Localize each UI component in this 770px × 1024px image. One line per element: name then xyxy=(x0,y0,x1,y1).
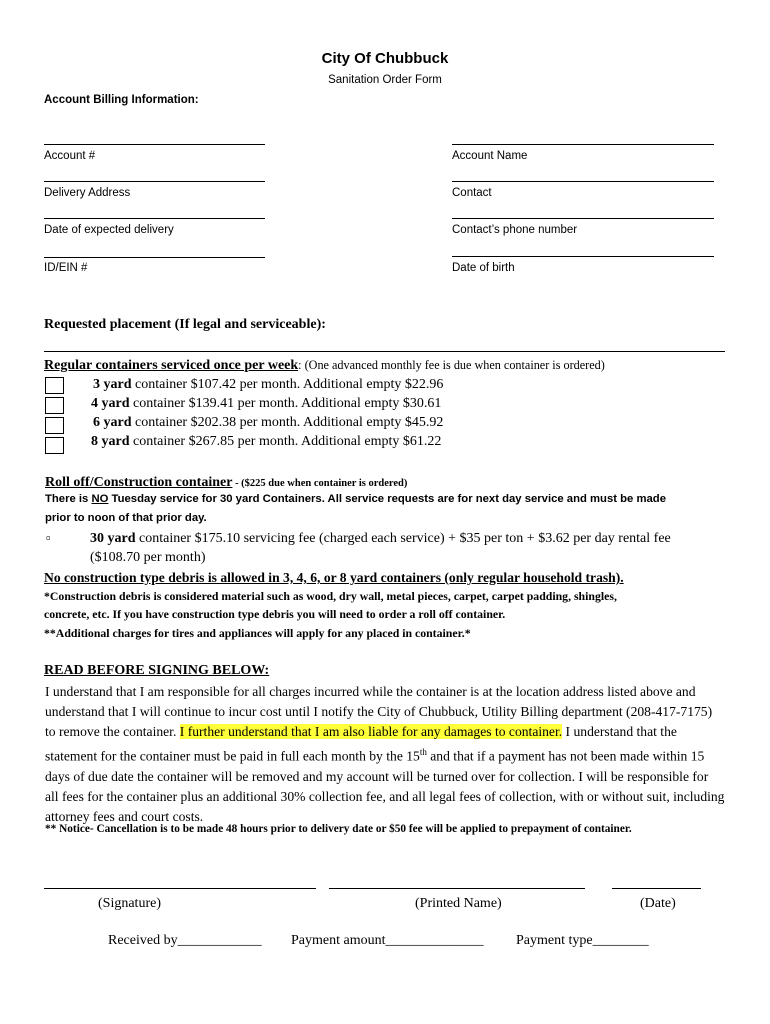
printed-name-line[interactable] xyxy=(329,888,585,889)
agreement-highlight: I further understand that I am also liable for any damages to container. xyxy=(179,724,563,739)
delivery-date-label: Date of expected delivery xyxy=(44,224,174,236)
delivery-date-line[interactable] xyxy=(44,218,265,219)
delivery-address-label: Delivery Address xyxy=(44,187,131,199)
delivery-address-line[interactable] xyxy=(44,181,265,182)
checkbox-4-yard[interactable] xyxy=(45,397,64,414)
contact-label: Contact xyxy=(452,187,492,199)
payment-type-field[interactable]: Payment type________ xyxy=(516,933,649,948)
cancellation-notice: ** Notice- Cancellation is to be made 48 hours prior to delivery date or $50 fee will be applied to prepayment of container. xyxy=(45,823,632,835)
container-3-yard xyxy=(93,377,443,393)
container-3-yard-price: container $107.42 per month. Additional empty $22.96 xyxy=(131,377,444,392)
date-label: (Date) xyxy=(640,896,676,911)
agreement-sup: th xyxy=(419,747,427,757)
checkbox-3-yard[interactable] xyxy=(45,377,64,394)
agreement-text-2: I understand that the statement for the container must be paid in full each month by the 15 xyxy=(45,724,677,764)
container-4-yard xyxy=(91,396,441,412)
agreement-text-3: and that if a payment has not been made within 15 days of due date the container will be removed and my account will be turned over for collection. I will be responsible for all fees for the container plus an additional 30% collection fee, and all legal fees of collection, with or without suit, including attorney fees and court costs. xyxy=(45,748,725,824)
construction-note-2: concrete, etc. If you have construction type debris you will need to order a roll off container. xyxy=(44,607,506,621)
regular-heading-text: Regular containers serviced once per week xyxy=(44,358,299,373)
container-8-yard xyxy=(91,434,441,450)
placement-line[interactable] xyxy=(44,351,725,352)
account-name-line[interactable] xyxy=(452,144,714,145)
regular-containers-heading xyxy=(44,356,605,374)
container-4-yard-size: 4 yard xyxy=(91,396,130,411)
regular-note: : (One advanced monthly fee is due when container is ordered) xyxy=(298,358,605,372)
container-3-yard-size: 3 yard xyxy=(93,377,132,392)
account-name-label: Account Name xyxy=(452,150,528,162)
container-8-yard-size: 8 yard xyxy=(91,434,130,449)
signature-label: (Signature) xyxy=(98,896,161,911)
rolloff-notice-2: prior to noon of that prior day. xyxy=(45,512,207,524)
form-title: City Of Chubbuck xyxy=(321,50,449,67)
date-of-birth-line[interactable] xyxy=(452,256,714,257)
rolloff-notice-post: Tuesday service for 30 yard Containers. All service requests are for next day service and must be made xyxy=(108,493,666,505)
rolloff-30-yard-size: 30 yard xyxy=(90,531,136,546)
rolloff-30-yard xyxy=(90,531,671,547)
account-number-line[interactable] xyxy=(44,144,265,145)
received-by-field[interactable]: Received by____________ xyxy=(108,933,262,948)
checkbox-6-yard[interactable] xyxy=(45,417,64,434)
checkbox-8-yard[interactable] xyxy=(45,437,64,454)
contact-phone-line[interactable] xyxy=(452,218,714,219)
rolloff-notice-no: NO xyxy=(91,493,109,505)
container-6-yard xyxy=(93,415,443,431)
agreement-text-1: I understand that I am responsible for all charges incurred while the container is at the location address listed above and understand that I will continue to incur cost until I notify the City of Chubbuck, Utility Billing department (208-417-7175) to remove the container. xyxy=(45,684,713,739)
rolloff-notice-1 xyxy=(45,493,666,505)
container-6-yard-size: 6 yard xyxy=(93,415,132,430)
id-ein-label: ID/EIN # xyxy=(44,262,88,274)
contact-phone-label: Contact’s phone number xyxy=(452,224,578,236)
container-4-yard-price: container $139.41 per month. Additional empty $30.61 xyxy=(129,396,442,411)
container-8-yard-price: container $267.85 per month. Additional empty $61.22 xyxy=(129,434,442,449)
payment-amount-field[interactable]: Payment amount______________ xyxy=(291,933,484,948)
rolloff-30-yard-monthly: ($108.70 per month) xyxy=(90,550,206,565)
date-line[interactable] xyxy=(612,888,701,889)
rolloff-heading: Roll off/Construction container xyxy=(45,475,233,490)
agreement-paragraph xyxy=(45,682,725,827)
account-number-label: Account # xyxy=(44,150,96,162)
rolloff-heading-note: - ($225 due when container is ordered) xyxy=(232,478,408,489)
printed-name-label: (Printed Name) xyxy=(415,896,502,911)
date-of-birth-label: Date of birth xyxy=(452,262,515,274)
rolloff-heading-row xyxy=(45,473,407,491)
construction-note-1: *Construction debris is considered material such as wood, dry wall, metal pieces, carpet, carpet padding, shingles, xyxy=(44,589,617,603)
contact-line[interactable] xyxy=(452,181,714,182)
id-ein-line[interactable] xyxy=(44,257,265,258)
container-6-yard-price: container $202.38 per month. Additional empty $45.92 xyxy=(131,415,444,430)
construction-warning: No construction type debris is allowed in 3, 4, 6, or 8 yard containers (only regular household trash). xyxy=(44,570,624,585)
agreement-heading: READ BEFORE SIGNING BELOW: xyxy=(44,663,270,678)
rolloff-30-yard-price: container $175.10 servicing fee (charged each service) + $35 per ton + $3.62 per day rental fee xyxy=(135,531,671,546)
construction-note-3: **Additional charges for tires and appliances will apply for any placed in container.* xyxy=(44,626,471,640)
section-label: Account Billing Information: xyxy=(44,94,199,106)
bullet-icon: ▫ xyxy=(46,530,51,545)
signature-line[interactable] xyxy=(44,888,316,889)
rolloff-notice-pre: There is xyxy=(45,493,92,505)
form-subtitle: Sanitation Order Form xyxy=(328,74,442,86)
placement-heading: Requested placement (If legal and serviceable): xyxy=(44,317,326,332)
